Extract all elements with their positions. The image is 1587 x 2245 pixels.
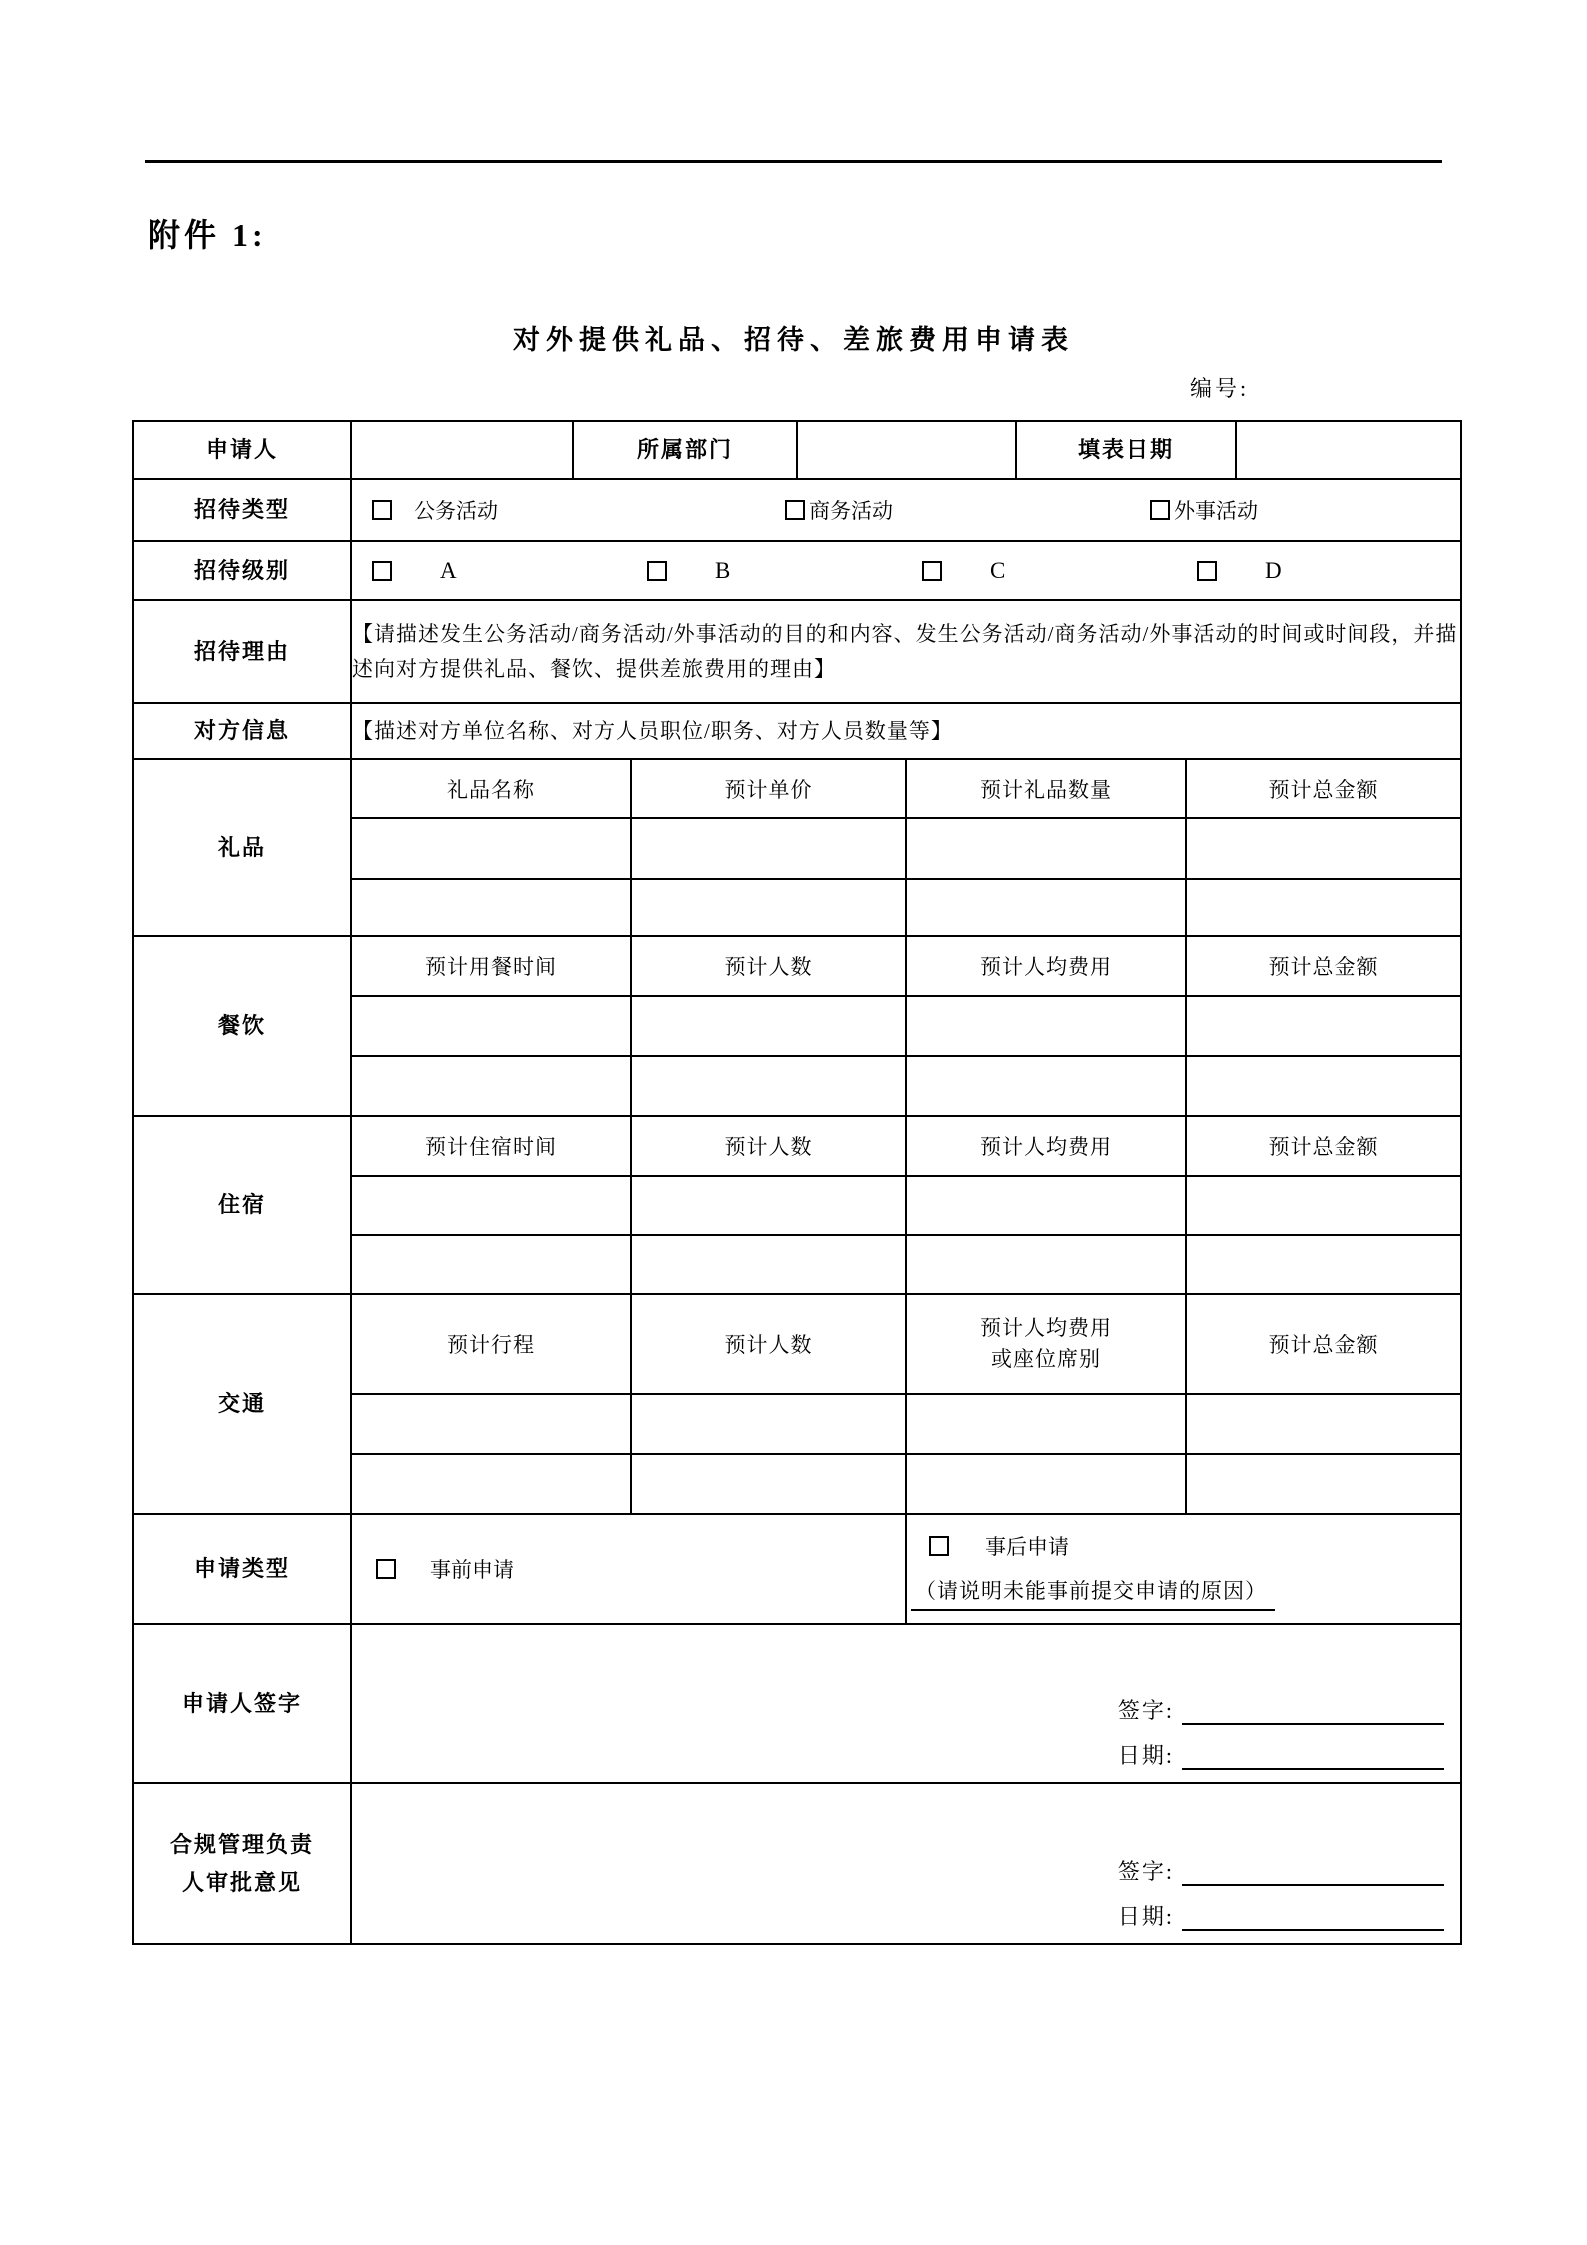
transport-section-label: 交通 (133, 1294, 351, 1514)
public-activity-checkbox[interactable] (372, 500, 392, 520)
pre-application-checkbox[interactable] (376, 1559, 396, 1579)
applicant-date-line[interactable] (1182, 1744, 1444, 1770)
date-label: 日期: (1117, 1904, 1175, 1929)
gifts-input-cell[interactable] (351, 879, 631, 936)
reception-reason-hint: 【请描述发生公务活动/商务活动/外事活动的目的和内容、发生公务活动/商务活动/外事活动的时间或时间段，并描述向对方提供礼品、餐饮、提供差旅费用的理由】 (352, 621, 1458, 681)
lodging-header-people: 预计人数 (631, 1116, 906, 1176)
dining-header-per-person: 预计人均费用 (906, 936, 1186, 996)
sign-label: 签字: (1117, 1859, 1175, 1884)
dining-header-total: 预计总金额 (1186, 936, 1461, 996)
business-activity-checkbox[interactable] (785, 500, 805, 520)
transport-header-line1: 预计人均费用 (980, 1315, 1113, 1340)
pre-application-cell (351, 1514, 906, 1624)
application-type-label: 申请类型 (133, 1514, 351, 1624)
dining-input-cell[interactable] (906, 1056, 1186, 1116)
dining-section-label: 餐饮 (133, 936, 351, 1116)
lodging-input-cell[interactable] (906, 1235, 1186, 1294)
lodging-input-cell[interactable] (906, 1176, 1186, 1235)
counterparty-info-label: 对方信息 (133, 703, 351, 759)
level-a-checkbox[interactable] (372, 561, 392, 581)
option-business-activity[interactable] (785, 495, 893, 525)
pre-application-label: 事前申请 (430, 1558, 514, 1582)
applicant-signature-cell (351, 1624, 1461, 1783)
post-application-cell (906, 1514, 1461, 1624)
reception-type-label: 招待类型 (133, 479, 351, 541)
level-d-checkbox[interactable] (1197, 561, 1217, 581)
gifts-input-cell[interactable] (351, 818, 631, 879)
applicant-signature-block (352, 1694, 1460, 1782)
option-label: A (440, 557, 457, 583)
lodging-input-cell[interactable] (1186, 1176, 1461, 1235)
option-label: 公务活动 (414, 499, 498, 523)
option-level-a[interactable] (372, 558, 457, 584)
gifts-header-quantity: 预计礼品数量 (906, 759, 1186, 818)
serial-number-label: 编号: (1190, 376, 1250, 401)
gifts-input-cell[interactable] (906, 818, 1186, 879)
applicant-signature-line[interactable] (1182, 1699, 1444, 1725)
option-foreign-affairs-activity[interactable] (1150, 495, 1258, 525)
page-title: 对外提供礼品、招待、差旅费用申请表 (513, 325, 1074, 355)
fill-date-value-cell[interactable] (1236, 421, 1461, 479)
attachment-label: 附件 1: (148, 217, 267, 253)
option-label: C (990, 557, 1006, 583)
applicant-signature-label: 申请人签字 (133, 1624, 351, 1783)
compliance-signature-line[interactable] (1182, 1860, 1444, 1886)
counterparty-info-cell[interactable] (351, 703, 1461, 759)
dining-input-cell[interactable] (906, 996, 1186, 1056)
gifts-header-name: 礼品名称 (351, 759, 631, 818)
gifts-input-cell[interactable] (631, 879, 906, 936)
dining-input-cell[interactable] (631, 1056, 906, 1116)
compliance-date-row (1118, 1900, 1444, 1931)
foreign-affairs-activity-checkbox[interactable] (1150, 500, 1170, 520)
option-label: B (715, 557, 731, 583)
transport-input-cell[interactable] (906, 1454, 1186, 1514)
option-pre-application[interactable] (352, 1554, 905, 1584)
compliance-date-line[interactable] (1182, 1905, 1444, 1931)
transport-input-cell[interactable] (1186, 1454, 1461, 1514)
transport-header-people: 预计人数 (631, 1294, 906, 1394)
dining-input-cell[interactable] (351, 996, 631, 1056)
transport-input-cell[interactable] (906, 1394, 1186, 1454)
sign-label: 签字: (1117, 1698, 1175, 1723)
option-post-application[interactable] (929, 1531, 1069, 1561)
transport-header-total: 预计总金额 (1186, 1294, 1461, 1394)
transport-input-cell[interactable] (351, 1394, 631, 1454)
option-label: 商务活动 (809, 499, 893, 523)
option-level-b[interactable] (647, 558, 730, 584)
post-application-checkbox[interactable] (929, 1536, 949, 1556)
compliance-approval-cell (351, 1783, 1461, 1944)
post-application-note: （请说明未能事前提交申请的原因） (911, 1575, 1275, 1611)
level-b-checkbox[interactable] (647, 561, 667, 581)
dining-input-cell[interactable] (1186, 996, 1461, 1056)
transport-header-per-person-or-seat (906, 1294, 1186, 1394)
transport-input-cell[interactable] (351, 1454, 631, 1514)
post-application-label: 事后申请 (985, 1535, 1070, 1559)
lodging-input-cell[interactable] (1186, 1235, 1461, 1294)
option-public-activity[interactable] (372, 495, 498, 525)
lodging-input-cell[interactable] (351, 1176, 631, 1235)
lodging-input-cell[interactable] (631, 1176, 906, 1235)
level-c-checkbox[interactable] (922, 561, 942, 581)
transport-header-line2: 或座位席别 (991, 1347, 1102, 1371)
compliance-label-line2: 人审批意见 (181, 1869, 302, 1895)
department-value-cell[interactable] (797, 421, 1016, 479)
department-label: 所属部门 (573, 421, 797, 479)
lodging-header-per-person: 预计人均费用 (906, 1116, 1186, 1176)
transport-input-cell[interactable] (631, 1454, 906, 1514)
gifts-input-cell[interactable] (906, 879, 1186, 936)
transport-header-itinerary: 预计行程 (351, 1294, 631, 1394)
lodging-input-cell[interactable] (631, 1235, 906, 1294)
dining-input-cell[interactable] (1186, 1056, 1461, 1116)
dining-input-cell[interactable] (351, 1056, 631, 1116)
compliance-approval-label (133, 1783, 351, 1944)
lodging-header-time: 预计住宿时间 (351, 1116, 631, 1176)
application-form-table (132, 420, 1462, 1945)
lodging-input-cell[interactable] (351, 1235, 631, 1294)
dining-header-people: 预计人数 (631, 936, 906, 996)
applicant-sign-row (1118, 1694, 1444, 1725)
header-rule (145, 160, 1442, 163)
gifts-input-cell[interactable] (1186, 818, 1461, 879)
applicant-value-cell[interactable] (351, 421, 573, 479)
compliance-label-line1: 合规管理负责 (169, 1832, 314, 1858)
compliance-signature-block (352, 1855, 1460, 1943)
gifts-section-label: 礼品 (133, 759, 351, 936)
gifts-input-cell[interactable] (631, 818, 906, 879)
gifts-input-cell[interactable] (1186, 879, 1461, 936)
compliance-sign-row (1118, 1855, 1444, 1886)
reception-level-label: 招待级别 (133, 541, 351, 600)
option-level-d[interactable] (1197, 558, 1282, 584)
date-label: 日期: (1117, 1743, 1175, 1768)
gifts-header-total: 预计总金额 (1186, 759, 1461, 818)
reception-reason-cell[interactable] (351, 600, 1461, 703)
option-level-c[interactable] (922, 558, 1005, 584)
reception-type-options-cell (351, 479, 1461, 541)
counterparty-info-hint: 【描述对方单位名称、对方人员职位/职务、对方人员数量等】 (352, 718, 953, 743)
option-label: 外事活动 (1174, 499, 1258, 523)
reception-reason-label: 招待理由 (133, 600, 351, 703)
lodging-section-label: 住宿 (133, 1116, 351, 1294)
dining-input-cell[interactable] (631, 996, 906, 1056)
transport-input-cell[interactable] (631, 1394, 906, 1454)
gifts-header-unit-price: 预计单价 (631, 759, 906, 818)
applicant-label: 申请人 (133, 421, 351, 479)
fill-date-label: 填表日期 (1016, 421, 1236, 479)
dining-header-time: 预计用餐时间 (351, 936, 631, 996)
lodging-header-total: 预计总金额 (1186, 1116, 1461, 1176)
transport-input-cell[interactable] (1186, 1394, 1461, 1454)
applicant-date-row (1118, 1739, 1444, 1770)
reception-level-options-cell (351, 541, 1461, 600)
option-label: D (1265, 557, 1282, 583)
